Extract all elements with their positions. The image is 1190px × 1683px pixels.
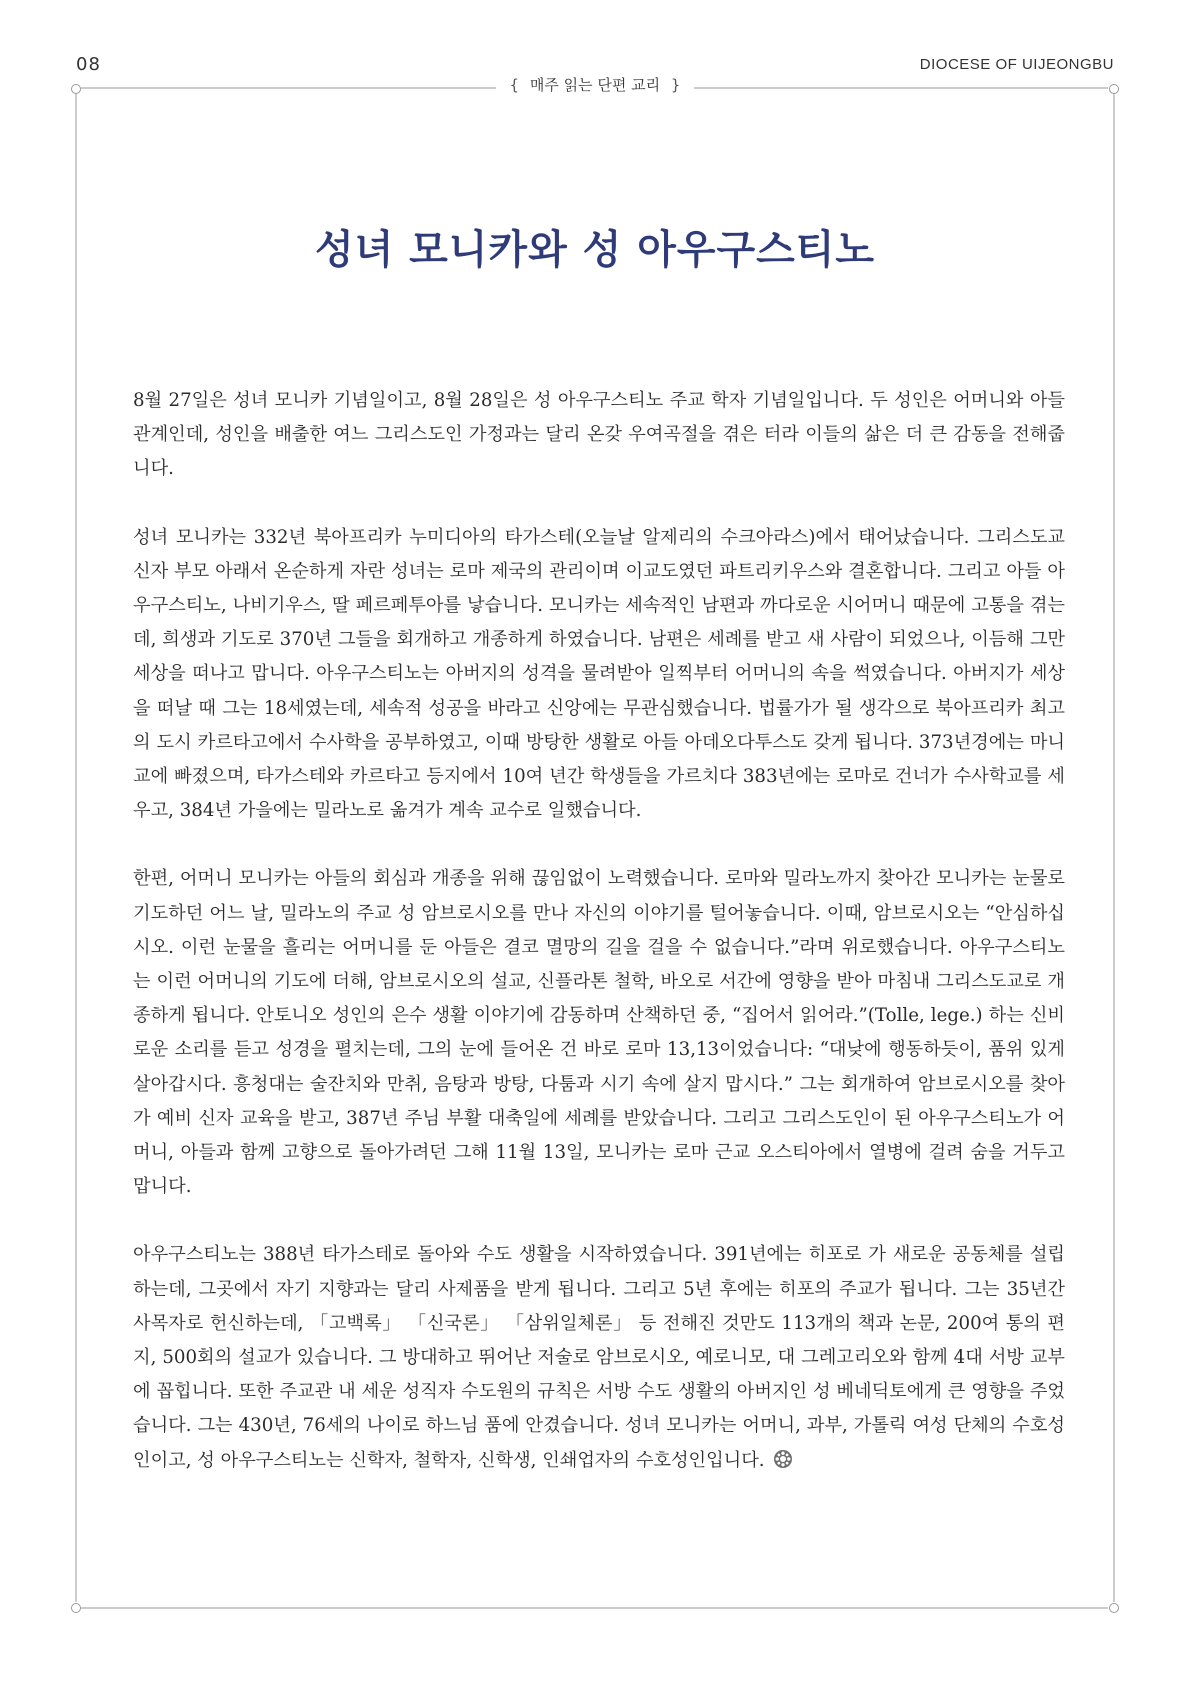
paragraph-2: 성녀 모니카는 332년 북아프리카 누미디아의 타가스테(오늘날 알제리의 수크아라스)에서 태어났습니다. 그리스도교 신자 부모 아래서 온순하게 자란 성녀는 로마 제국의 관리이며 이교도였던 파트리키우스와 결혼합니다. 그리고 아들 아우구스티노, 나비기우스, 딸 페르페투아를 낳습니다. 모니카는 세속적인 남편과 까다로운 시어머니 때문에 고통을 겪는데, 희생과 기도로 370년 그들을 회개하고 개종하게 하였습니다. 남편은 세례를 받고 새 사람이 되었으나, 이듬해 그만 세상을 떠나고 맙니다. 아우구스티노는 아버지의 성격을 물려받아 일찍부터 어머니의 속을 썩였습니다. 아버지가 세상을 떠날 때 그는 18세였는데, 세속적 성공을 바라고 신앙에는 무관심했습니다. 법률가가 될 생각으로 북아프리카 최고의 도시 카르타고에서 수사학을 공부하였고, 이때 방탕한 생활로 아들 아데오다투스도 갖게 됩니다. 373년경에는 마니교에 빠졌으며, 타가스테와 카르타고 등지에서 10여 년간 학생들을 가르치다 383년에는 로마로 건너가 수사학교를 세우고, 384년 가을에는 밀라노로 옮겨가 계속 교수로 일했습니다.: [133, 526, 1065, 822]
publication-name: DIOCESE OF UIJEONGBU: [919, 56, 1114, 73]
corner-circle-bottom-right: [1110, 1604, 1119, 1613]
paragraph-3: 한편, 어머니 모니카는 아들의 회심과 개종을 위해 끊임없이 노력했습니다. 로마와 밀라노까지 찾아간 모니카는 눈물로 기도하던 어느 날, 밀라노의 주교 성 암브로시오를 만나 자신의 이야기를 털어놓습니다. 이때, 암브로시오는 “안심하십시오. 이런 눈물을 흘리는 어머니를 둔 아들은 결코 멸망의 길을 걸을 수 없습니다.”라며 위로했습니다. 아우구스티노는 이런 어머니의 기도에 더해, 암브로시오의 설교, 신플라톤 철학, 바오로 서간에 영향을 받아 마침내 그리스도교로 개종하게 됩니다. 안토니오 성인의 은수 생활 이야기에 감동하며 산책하던 중, “집어서 읽어라.”(Tolle, lege.) 하는 신비로운 소리를 듣고 성경을 펼치는데, 그의 눈에 들어온 건 바로 로마 13,13이었습니다: “대낮에 행동하듯이, 품위 있게 살아갑시다. 흥청대는 술잔치와 만취, 음탕과 방탕, 다툼과 시기 속에 살지 맙시다.” 그는 회개하여 암브로시오를 찾아가 예비 신자 교육을 받고, 387년 주님 부활 대축일에 세례를 받았습니다. 그리고 그리스도인이 된 아우구스티노가 어머니, 아들과 함께 고향으로 돌아가려던 그해 11월 13일, 모니카는 로마 근교 오스티아에서 열병에 걸려 숨을 거두고 맙니다.: [133, 868, 1065, 1198]
article-title: 성녀 모니카와 성 아우구스티노: [314, 226, 876, 273]
series-label: [0, 74, 1190, 95]
paragraph-4: [133, 1238, 1065, 1477]
paragraph-4-text: 아우구스티노는 388년 타가스테로 돌아와 수도 생활을 시작하였습니다. 391년에는 히포로 가 새로운 공동체를 설립하는데, 그곳에서 자기 지향과는 달리 사제품을 받게 됩니다. 그리고 5년 후에는 히포의 주교가 됩니다. 그는 35년간 사목자로 헌신하는데, 「고백록」 「신국론」 「삼위일체론」 등 전해진 것만도 113개의 책과 논문, 200여 통의 편지, 500회의 설교가 있습니다. 그 방대하고 뛰어난 저술로 암브로시오, 예로니모, 대 그레고리오와 함께 4대 서방 교부에 꼽힙니다. 또한 주교관 내 세운 성직자 수도원의 규칙은 서방 수도 생활의 아버지인 성 베네딕토에게 큰 영향을 주었습니다. 그는 430년, 76세의 나이로 하느님 품에 안겼습니다. 성녀 모니카는 어머니, 과부, 가톨릭 여성 단체의 수호성인이고, 성 아우구스티노는 신학자, 철학자, 신학생, 인쇄업자의 수호성인입니다.: [133, 1244, 1065, 1471]
end-mark-icon: [773, 1449, 793, 1469]
series-brace-close: }: [670, 76, 681, 94]
series-brace-open: {: [509, 76, 520, 94]
paragraph-1: 8월 27일은 성녀 모니카 기념일이고, 8월 28일은 성 아우구스티노 주교 학자 기념일입니다. 두 성인은 어머니와 아들 관계인데, 성인을 배출한 여느 그리스도인 가정과는 달리 온갖 우여곡절을 겪은 터라 이들의 삶은 더 큰 감동을 전해줍니다.: [133, 390, 1065, 480]
page-number: 08: [76, 54, 101, 75]
corner-circle-bottom-left: [72, 1604, 81, 1613]
article-body: [133, 384, 1065, 1512]
series-title: 매주 읽는 단편 교리: [529, 76, 661, 94]
